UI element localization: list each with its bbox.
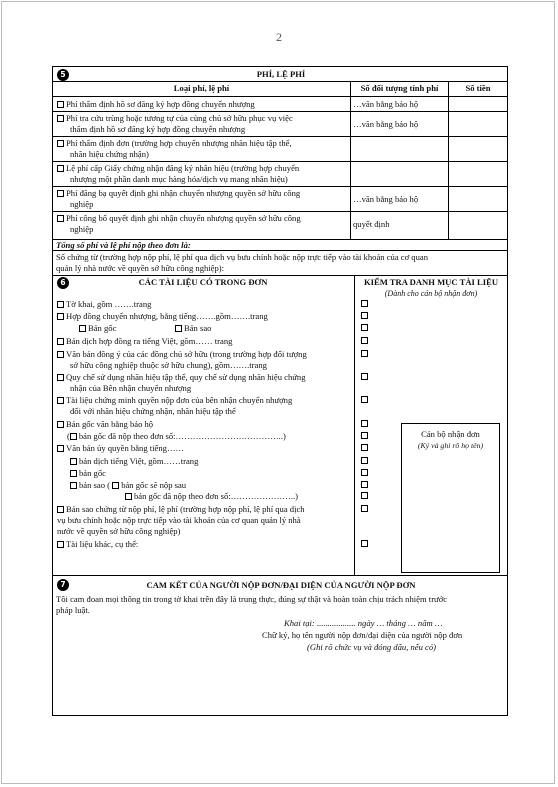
section7-title: CAM KẾT CỦA NGƯỜI NỘP ĐƠN/ĐẠI DIỆN CỦA NGƯỜI NỘP ĐƠN [146,580,416,590]
doc-item-poa-copy: bản sao ( bản gốc sẽ nộp sau [70,480,186,491]
doc-item-poa-original: bản gốc [70,468,106,479]
signature-label: Chữ ký, họ tên người nộp đơn/đại diện của người nộp đơn [262,630,463,640]
check-checkbox[interactable] [361,432,368,439]
doc-checkbox[interactable] [57,541,64,548]
check-checkbox[interactable] [361,540,368,547]
check-checkbox[interactable] [361,396,368,403]
doc-checkbox[interactable] [175,325,182,332]
total-fee-label: Tổng số phí và lệ phí nộp theo đơn là: [56,240,191,250]
doc-checkbox[interactable] [70,458,77,465]
doc-item-contract-original: Bản gốc [79,323,116,334]
checklist-title: KIỂM TRA DANH MỤC TÀI LIỆU [363,277,499,287]
doc-item-translation: Bản dịch hợp đồng ra tiếng Việt, gồm…… trang [57,336,232,347]
fee-count: …văn bằng bảo hộ [353,99,419,109]
doc-item-poa-submitted: bản gốc đã nộp theo đơn số:…………………..) [125,491,298,502]
officer-signature-note: (Ký và ghi rõ họ tên) [417,441,484,450]
fee-count: …văn bằng bảo hộ [353,119,419,129]
check-checkbox[interactable] [361,312,368,319]
fee-checkbox[interactable] [57,101,64,108]
col-header-fee-type: Loại phí, lệ phí [173,83,230,93]
doc-item-fee-receipt: Bản sao chứng từ nộp phí, lệ phí (trường hợp nộp phí, lệ phí qua dịch [57,504,353,515]
doc-checkbox[interactable] [70,482,77,489]
doc-item-contract: Hợp đồng chuyển nhượng, bằng tiếng…….gồm…….trang [57,311,268,322]
fee-count: …văn bằng bảo hộ [353,194,419,204]
check-checkbox[interactable] [361,337,368,344]
doc-checkbox[interactable] [70,433,77,440]
doc-item-contract-copy: Bản sao [175,323,211,334]
declaration-place-date: Khai tại: .................. ngày … tháng … năm … [284,618,443,628]
doc-item-declaration: Tờ khai, gồm …….trang [57,299,151,310]
doc-item-original-certificate: Bản gốc văn bằng bảo hộ [57,419,153,430]
check-checkbox[interactable] [361,300,368,307]
doc-checkbox[interactable] [57,351,64,358]
check-checkbox[interactable] [361,350,368,357]
check-checkbox[interactable] [361,420,368,427]
fee-checkbox[interactable] [57,115,64,122]
section6-number: 6 [57,277,69,289]
check-checkbox[interactable] [361,469,368,476]
section6-title: CÁC TÀI LIỆU CÓ TRONG ĐƠN [138,277,268,287]
section5-title: PHÍ, LỆ PHÍ [256,69,306,79]
doc-item-poa-translation: bản dịch tiếng Việt, gồm……trang [70,456,198,467]
doc-checkbox[interactable] [57,338,64,345]
fee-checkbox[interactable] [57,190,64,197]
doc-checkbox[interactable] [125,493,132,500]
checklist-subtitle: (Dành cho cán bộ nhận đơn) [384,289,478,298]
doc-checkbox[interactable] [57,445,64,452]
page-number: 2 [276,30,282,44]
section7-number: 7 [57,579,69,591]
doc-checkbox[interactable] [79,325,86,332]
form-frame: 5 PHÍ, LỆ PHÍ Loại phí, lệ phí Số đối tượng tính phí Số tiền Phí thẩm định hồ sơ đăng ký hợp đồng chuyển nhượng …văn bằng bảo hộ Phí tra cứu trùng hoặc tương tự của cùng chủ sở hữu phục vụ việc thẩm định hồ sơ đăng ký hợp đồng chuyển nhượng …văn bằng bảo hộ Phí thẩm định đơn (trường hợp chuyển nhượng nhãn hiệu tập thể, nhãn hiệu chứng nhận) Lệ phí cấp Giấy chứng nhận đăng ký nhãn hiệu (trường hợp chuyển nhượng một phần danh mục hàng hóa/dịch vụ mang nhãn hiệu) Phí đăng bạ quyết định ghi nhận chuyển nhượng quyền sở hữu công nghiệp …văn bằng bảo hộ Phí công bố quyết định ghi nhận chuyển nhượng quyền sở hữu công nghiệp quyết định Tổng số phí và lệ phí nộp theo đơn là: Số chứng từ (trường hợp nộp phí, lệ phí qua dịch vụ bưu chính hoặc nộp trực tiếp vào tài khoản của cơ quan quản lý nhà nước về quyền sở hữu công nghiệp): 6 CÁC TÀI LIỆU CÓ TRONG ĐƠN KIỂM TRA DANH MỤC TÀI LIỆU (Dành cho cán bộ nhận đơn) Tờ khai, gồm …….trang Hợp đồng chuyển nhượng, bằng tiếng…….gồm…….trang Bản gốc Bản sao Bản dịch hợp đồng ra tiếng Việt, gồm…… trang Văn bản đồng ý của các đồng chủ sở hữu (trong trường hợp đối tượng sở hữu công nghiệp thuộc sở hữu chung), gồm…….trang Quy chế sử dụng nhãn hiệu tập thể, quy chế sử dụng nhãn hiệu chứng nhận của Bên nhận chuyển nhượng Tài liệu chứng minh quyền nộp đơn của bên nhận chuyển nhượng đối với nhãn hiệu chứng nhận, nhãn hiệu tập thể Bản gốc văn bằng bảo hộ ( bản gốc đã nộp theo đơn số:………………………………..) Văn bản ủy quyền bằng tiếng…… bản dịch tiếng Việt, gồm……trang bản gốc bản sao ( bản gốc sẽ nộp sau bản gốc đã nộp theo đơn số:…………………..) Bản sao chứng từ nộp phí, lệ phí (trường hợp nộp phí, lệ phí qua dịch vụ bưu chính hoặc nộp trực tiếp vào tài khoản của cơ quan quản lý nhà nước về quyền sở hữu công nghiệp) Tài liệu khác, cụ thể: Cán bộ nhận đơn (Ký và ghi rõ họ tên) 7 CAM KẾT CỦA NGƯỜI NỘP ĐƠN/ĐẠI DIỆN CỦA NGƯỜI NỘP ĐƠN Tôi cam đoan mọi thông tin trong tờ khai trên đây là trung thực, đúng sự thật và hoàn toàn chịu trách nhiệm trước pháp luật. Khai tại: .................. ngày … tháng … năm … Chữ ký, họ tên người nộp đơn/đại diện của người nộp đơn (Ghi rõ chức vụ và đóng dấu, nếu có) [52,66,508,716]
doc-checkbox[interactable] [57,397,64,404]
doc-item-usage-rules: Quy chế sử dụng nhãn hiệu tập thể, quy chế sử dụng nhãn hiệu chứng [57,372,306,383]
doc-item-coowner-consent: Văn bản đồng ý của các đồng chủ sở hữu (trong trường hợp đối tượng [57,349,307,360]
fee-checkbox[interactable] [57,165,64,172]
section5-number: 5 [57,69,69,81]
check-checkbox[interactable] [361,492,368,499]
check-checkbox[interactable] [361,324,368,331]
check-checkbox[interactable] [361,481,368,488]
doc-checkbox[interactable] [57,301,64,308]
doc-item-other: Tài liệu khác, cụ thể: [57,539,138,550]
check-checkbox[interactable] [361,444,368,451]
doc-checkbox[interactable] [57,374,64,381]
fee-checkbox[interactable] [57,215,64,222]
commitment-text: Tôi cam đoan mọi thông tin trong tờ khai trên đây là trung thực, đúng sự thật và hoàn toàn chịu trách nhiệm trước [56,594,448,604]
col-header-count: Số đối tượng tính phí [360,83,439,93]
doc-checkbox[interactable] [57,421,64,428]
doc-checkbox[interactable] [57,313,64,320]
doc-checkbox[interactable] [70,470,77,477]
officer-title: Cán bộ nhận đơn [421,429,480,439]
col-header-amount: Số tiền [465,83,491,93]
doc-checkbox[interactable] [57,506,64,513]
doc-item-right-proof: Tài liệu chứng minh quyền nộp đơn của bên nhận chuyển nhượng [57,395,292,406]
receipt-number-label: Số chứng từ (trường hợp nộp phí, lệ phí qua dịch vụ bưu chính hoặc nộp trực tiếp vào tài khoản của cơ quan [56,252,428,262]
check-checkbox[interactable] [361,457,368,464]
fee-checkbox[interactable] [57,140,64,147]
doc-item-power-of-attorney: Văn bản ủy quyền bằng tiếng…… [57,443,184,454]
doc-checkbox[interactable] [112,482,119,489]
check-checkbox[interactable] [361,373,368,380]
signature-note: (Ghi rõ chức vụ và đóng dấu, nếu có) [307,642,437,652]
doc-item-certificate-submitted: ( bản gốc đã nộp theo đơn số:………………………………..) [67,431,286,441]
fee-count: quyết định [353,219,390,229]
check-checkbox[interactable] [361,505,368,512]
